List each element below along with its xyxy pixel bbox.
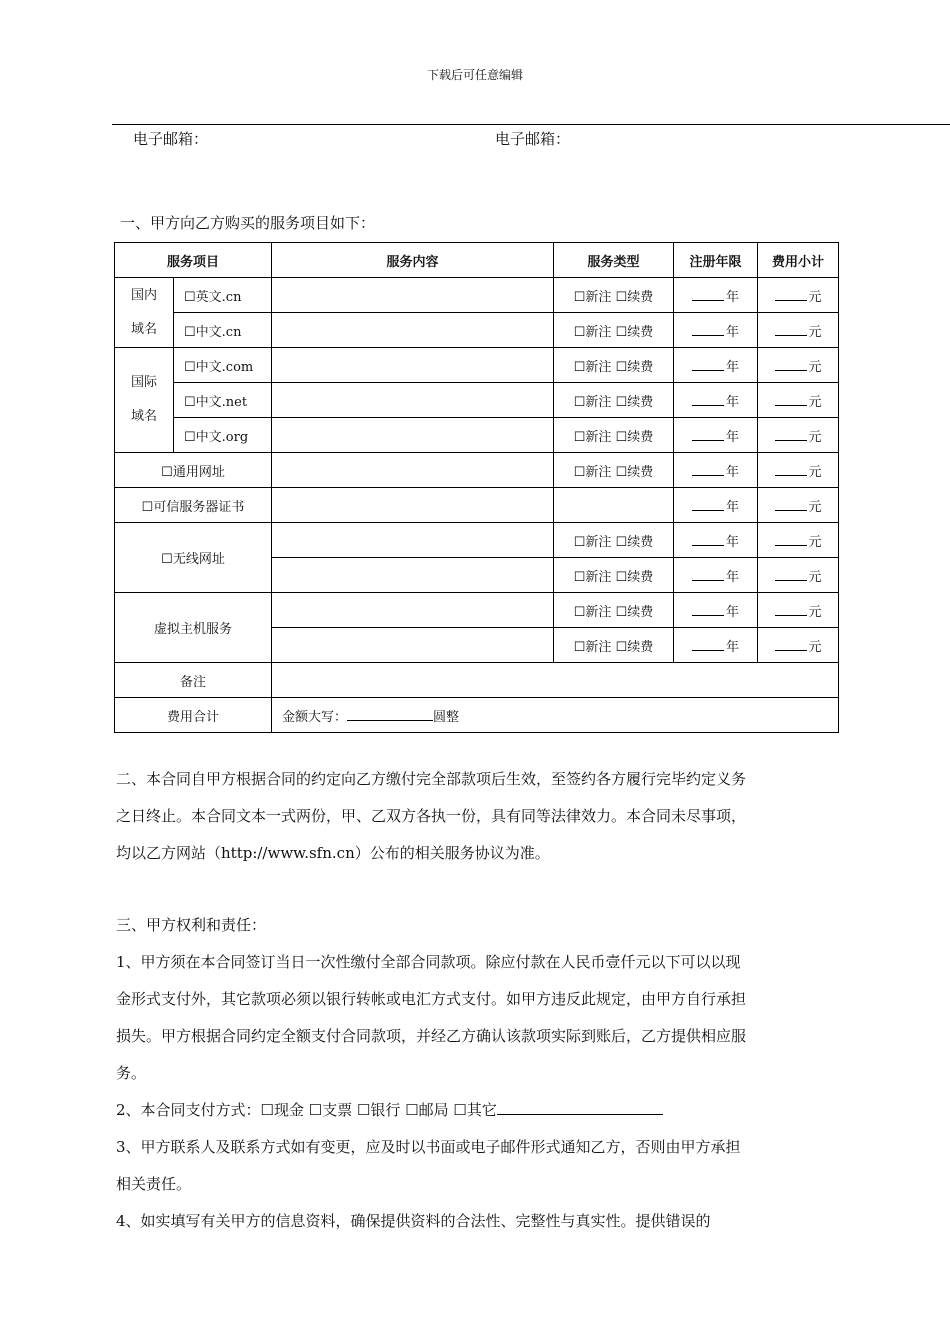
total-label: 费用合计	[115, 698, 272, 733]
table-row	[115, 278, 839, 313]
type-cell[interactable]: ☐新注 ☐续费	[554, 313, 674, 348]
content-cell[interactable]	[272, 418, 554, 453]
type-cell[interactable]: ☐新注 ☐续费	[554, 523, 674, 558]
service-table	[114, 242, 839, 733]
year-cell[interactable]: 年	[674, 628, 758, 663]
section3	[116, 907, 826, 1240]
type-cell[interactable]: ☐新注 ☐续费	[554, 278, 674, 313]
item-vhost: 虚拟主机服务	[115, 593, 272, 663]
year-cell[interactable]: 年	[674, 278, 758, 313]
table-row	[115, 488, 839, 523]
table-row	[115, 313, 839, 348]
header-years: 注册年限	[674, 243, 758, 278]
year-cell[interactable]: 年	[674, 348, 758, 383]
section1-title: 一、甲方向乙方购买的服务项目如下：	[120, 214, 376, 232]
item-en-cn[interactable]: ☐英文.cn	[174, 278, 272, 313]
header-item: 服务项目	[115, 243, 272, 278]
group-label: 国际	[130, 375, 157, 390]
divider-line	[112, 124, 950, 125]
section3-line: 1、甲方须在本合同签订当日一次性缴付全部合同款项。除应付款在人民币壹仟元以下可以以现	[116, 953, 741, 971]
cost-cell[interactable]: 元	[758, 558, 839, 593]
item-url[interactable]: ☐通用网址	[115, 453, 272, 488]
section3-title: 三、甲方权利和责任：	[116, 916, 267, 934]
section2-line: 均以乙方网站（http://www.sfn.cn）公布的相关服务协议为准。	[116, 844, 550, 862]
year-cell[interactable]: 年	[674, 558, 758, 593]
header-content: 服务内容	[272, 243, 554, 278]
table-row	[115, 698, 839, 733]
payment-method-line[interactable]: 2、本合同支付方式：☐现金 ☐支票 ☐银行 ☐邮局 ☐其它	[116, 1092, 826, 1129]
year-cell[interactable]: 年	[674, 523, 758, 558]
section3-line: 相关责任。	[116, 1175, 192, 1193]
type-cell[interactable]: ☐新注 ☐续费	[554, 628, 674, 663]
note-cell[interactable]	[272, 663, 839, 698]
content-cell[interactable]	[272, 488, 554, 523]
type-cell[interactable]	[554, 488, 674, 523]
cost-cell[interactable]: 元	[758, 278, 839, 313]
item-zh-com[interactable]: ☐中文.com	[174, 348, 272, 383]
email-label-left: 电子邮箱：	[133, 130, 209, 148]
type-cell[interactable]: ☐新注 ☐续费	[554, 593, 674, 628]
section3-line: 4、如实填写有关甲方的信息资料，确保提供资料的合法性、完整性与真实性。提供错误的	[116, 1212, 711, 1230]
table-row	[115, 663, 839, 698]
type-cell[interactable]: ☐新注 ☐续费	[554, 558, 674, 593]
section2-line: 之日终止。本合同文本一式两份，甲、乙双方各执一份，具有同等法律效力。本合同未尽事项，	[116, 807, 747, 825]
content-cell[interactable]	[272, 278, 554, 313]
type-cell[interactable]: ☐新注 ☐续费	[554, 348, 674, 383]
page-header: 下载后可任意编辑	[426, 68, 523, 82]
year-cell[interactable]: 年	[674, 488, 758, 523]
year-cell[interactable]: 年	[674, 453, 758, 488]
section3-line: 损失。甲方根据合同约定全额支付合同款项，并经乙方确认该款项实际到账后，乙方提供相应服	[116, 1027, 747, 1045]
content-cell[interactable]	[272, 558, 554, 593]
section2-line: 二、本合同自甲方根据合同的约定向乙方缴付完全部款项后生效，至签约各方履行完毕约定义务	[116, 770, 747, 788]
cost-cell[interactable]: 元	[758, 313, 839, 348]
email-label-right: 电子邮箱：	[495, 130, 571, 148]
total-cell[interactable]: 金额大写： 圆整	[272, 698, 839, 733]
cost-cell[interactable]: 元	[758, 418, 839, 453]
item-zh-org[interactable]: ☐中文.org	[174, 418, 272, 453]
content-cell[interactable]	[272, 628, 554, 663]
section3-line: 3、甲方联系人及联系方式如有变更，应及时以书面或电子邮件形式通知乙方，否则由甲方承担	[116, 1138, 741, 1156]
cost-cell[interactable]: 元	[758, 523, 839, 558]
type-cell[interactable]: ☐新注 ☐续费	[554, 418, 674, 453]
section3-line: 务。	[116, 1064, 147, 1082]
item-zh-net[interactable]: ☐中文.net	[174, 383, 272, 418]
content-cell[interactable]	[272, 523, 554, 558]
content-cell[interactable]	[272, 348, 554, 383]
year-cell[interactable]: 年	[674, 593, 758, 628]
header-cost: 费用小计	[758, 243, 839, 278]
cost-cell[interactable]: 元	[758, 488, 839, 523]
type-cell[interactable]: ☐新注 ☐续费	[554, 453, 674, 488]
table-row	[115, 418, 839, 453]
group-label: 国内	[130, 287, 157, 303]
table-row	[115, 523, 839, 558]
group-label: 域名	[130, 409, 157, 424]
item-wireless[interactable]: ☐无线网址	[115, 523, 272, 593]
cost-cell[interactable]: 元	[758, 348, 839, 383]
year-cell[interactable]: 年	[674, 383, 758, 418]
cost-cell[interactable]: 元	[758, 593, 839, 628]
table-row	[115, 593, 839, 628]
section3-line: 金形式支付外，其它款项必须以银行转帐或电汇方式支付。如甲方违反此规定，由甲方自行承担	[116, 990, 747, 1008]
table-row	[115, 453, 839, 488]
content-cell[interactable]	[272, 453, 554, 488]
table-row	[115, 383, 839, 418]
item-ssl[interactable]: ☐可信服务器证书	[115, 488, 272, 523]
cost-cell[interactable]: 元	[758, 453, 839, 488]
year-cell[interactable]: 年	[674, 313, 758, 348]
cost-cell[interactable]: 元	[758, 628, 839, 663]
note-label: 备注	[115, 663, 272, 698]
content-cell[interactable]	[272, 313, 554, 348]
item-zh-cn[interactable]: ☐中文.cn	[174, 313, 272, 348]
header-type: 服务类型	[554, 243, 674, 278]
section2	[116, 761, 826, 872]
content-cell[interactable]	[272, 593, 554, 628]
table-header-row	[115, 243, 839, 278]
cost-cell[interactable]: 元	[758, 383, 839, 418]
group-label: 域名	[130, 321, 157, 337]
table-row	[115, 348, 839, 383]
type-cell[interactable]: ☐新注 ☐续费	[554, 383, 674, 418]
group-domestic	[115, 278, 174, 348]
content-cell[interactable]	[272, 383, 554, 418]
group-intl	[115, 348, 174, 453]
year-cell[interactable]: 年	[674, 418, 758, 453]
